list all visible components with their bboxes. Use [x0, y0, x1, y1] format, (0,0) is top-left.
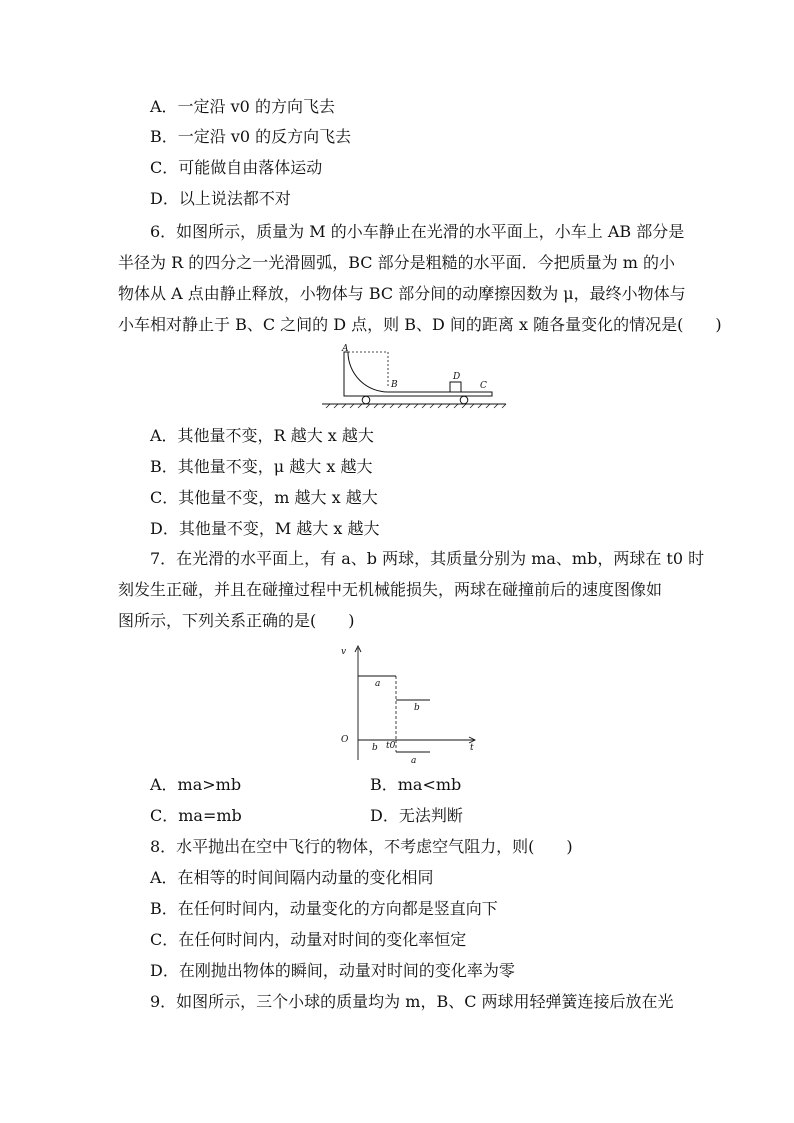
q7-option-c: C．ma=mb	[150, 806, 242, 825]
q6-wheel-left	[362, 396, 370, 404]
q6-stem-line-3: 物体从 A 点由静止释放，小物体与 BC 部分间的动摩擦因数为 μ，最终小物体与	[118, 284, 686, 303]
q7-stem-line-3: 图所示，下列关系正确的是( )	[118, 611, 355, 630]
q6-cart-figure	[318, 342, 508, 412]
q9-stem-line-1: 9．如图所示，三个小球的质量均为 m，B、C 两球用轻弹簧连接后放在光	[150, 992, 674, 1011]
q6-stem-line-4: 小车相对静止于 B、C 之间的 D 点，则 B、D 间的距离 x 随各量变化的情况是( )	[118, 315, 722, 334]
q7-velocity-graph	[338, 642, 483, 767]
q6-cart-body	[344, 352, 492, 396]
q7-label-b-right: b	[414, 703, 420, 713]
q7-stem-line-2: 刻发生正碰，并且在碰撞过程中无机械能损失，两球在碰撞前后的速度图像如	[118, 580, 663, 599]
q5-option-b: B．一定沿 v0 的反方向飞去	[150, 127, 352, 146]
q6-option-b: B．其他量不变，μ 越大 x 越大	[150, 457, 373, 476]
q6-label-c: C	[480, 381, 487, 391]
q7-stem-line-1: 7．在光滑的水平面上，有 a、b 两球，其质量分别为 ma、mb，两球在 t0 时	[150, 549, 705, 568]
q7-label-o: O	[341, 735, 349, 745]
q6-option-d: D．其他量不变，M 越大 x 越大	[150, 519, 380, 538]
q6-option-a: A．其他量不变，R 越大 x 越大	[150, 426, 374, 445]
q8-option-b: B．在任何时间内，动量变化的方向都是竖直向下	[150, 899, 498, 918]
q7-option-b: B．ma<mb	[370, 775, 462, 794]
q6-wheel-right	[460, 396, 468, 404]
q6-label-d: D	[453, 372, 461, 382]
q5-option-c: C．可能做自由落体运动	[150, 158, 323, 177]
q7-label-v: v	[341, 647, 347, 657]
q7-label-a-bottom: a	[411, 756, 417, 766]
q7-option-a: A．ma>mb	[150, 775, 242, 794]
q6-label-a: A	[342, 344, 349, 354]
q7-label-t0: t0	[386, 741, 396, 751]
q5-option-a: A．一定沿 v0 的方向飞去	[150, 97, 335, 116]
q6-option-c: C．其他量不变，m 越大 x 越大	[150, 488, 378, 507]
q6-stem-line-1: 6．如图所示，质量为 M 的小车静止在光滑的水平面上，小车上 AB 部分是	[150, 222, 685, 241]
q6-stem-line-2: 半径为 R 的四分之一光滑圆弧，BC 部分是粗糙的水平面．今把质量为 m 的小	[118, 253, 675, 272]
q6-ground-hatching	[326, 404, 506, 408]
q7-label-a-top: a	[375, 679, 381, 689]
q6-block-d	[450, 382, 461, 392]
q8-stem: 8．水平抛出在空中飞行的物体，不考虑空气阻力，则( )	[150, 837, 573, 856]
q5-option-d: D．以上说法都不对	[150, 189, 291, 208]
q6-label-b: B	[391, 380, 398, 390]
q8-option-a: A．在相等的时间间隔内动量的变化相同	[150, 868, 434, 887]
q7-label-b-left: b	[372, 743, 378, 753]
q7-option-d: D．无法判断	[370, 806, 463, 825]
q7-label-t: t	[470, 743, 474, 753]
q8-option-d: D．在刚抛出物体的瞬间，动量对时间的变化率为零	[150, 961, 515, 980]
q8-option-c: C．在任何时间内，动量对时间的变化率恒定	[150, 930, 467, 949]
